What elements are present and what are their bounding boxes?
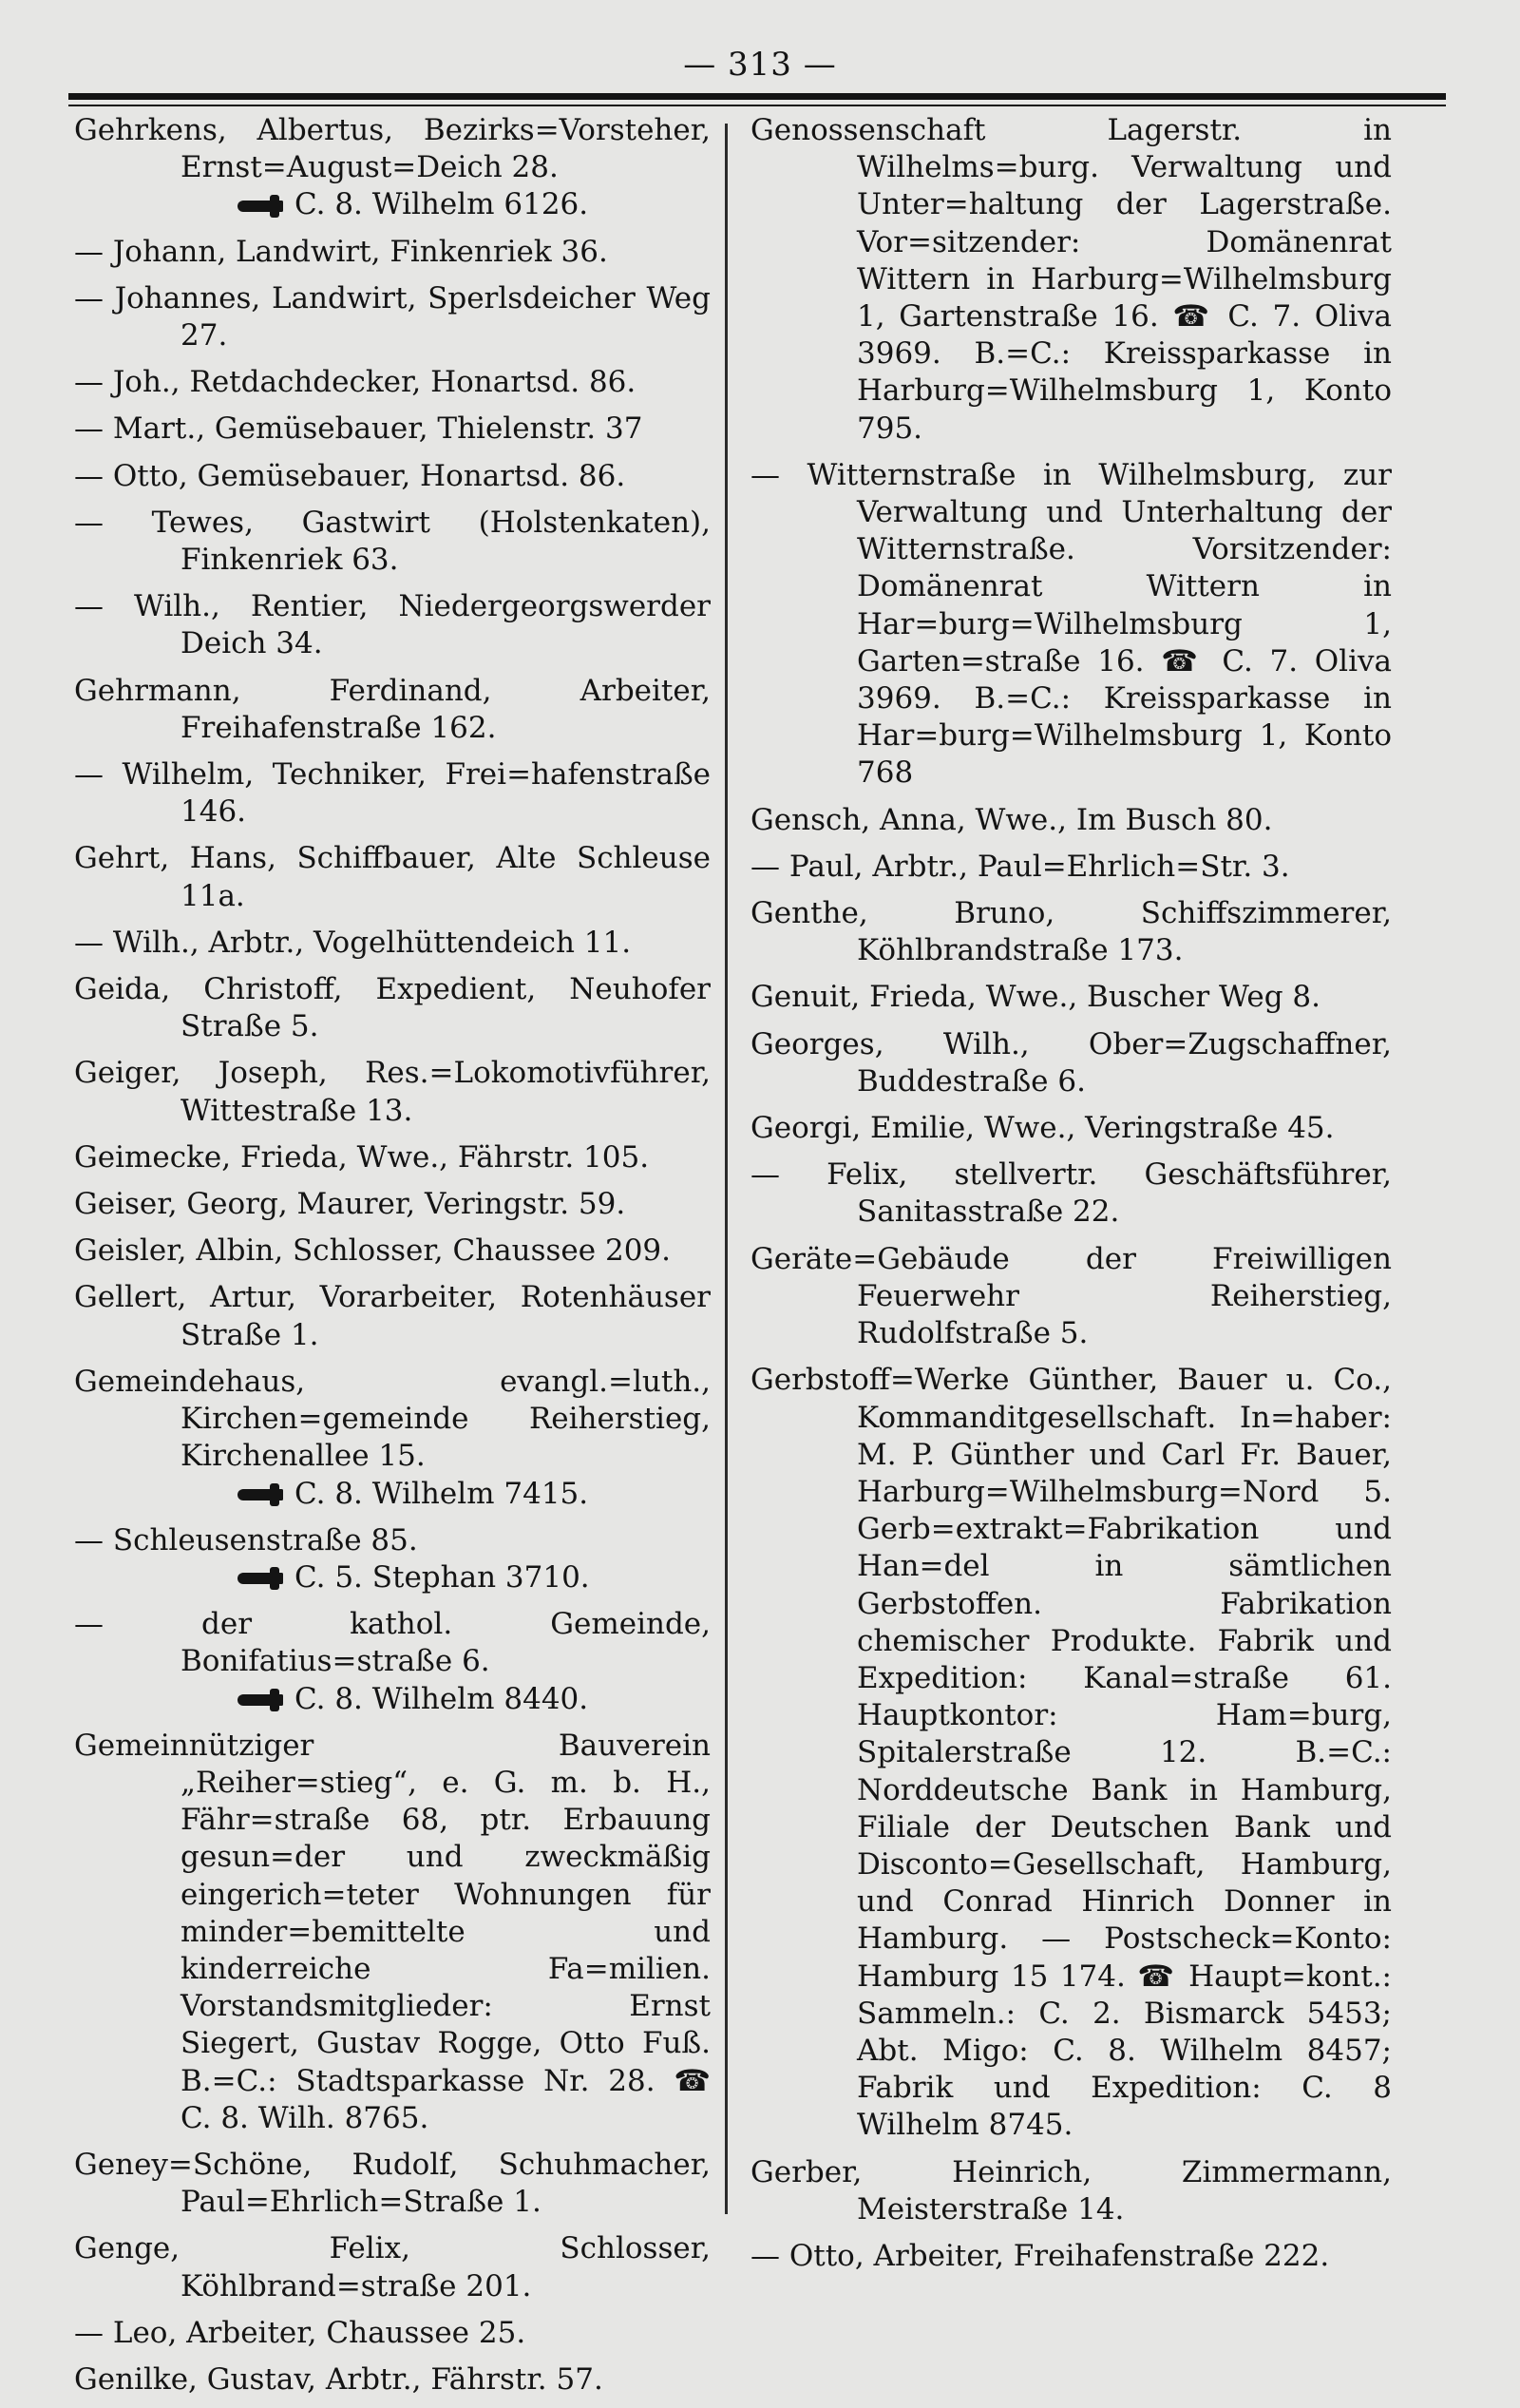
entry-text: Gehrkens, Albertus, Bezirks=Vorsteher, Ernst=August=Deich 28. bbox=[74, 113, 711, 185]
entry-text: Gensch, Anna, Wwe., Im Busch 80. bbox=[750, 802, 1273, 837]
entry-text: Geney=Schöne, Rudolf, Schuhmacher, Paul=Ehrlich=Straße 1. bbox=[74, 2147, 711, 2220]
page-number: — 313 — bbox=[683, 46, 837, 84]
directory-entry bbox=[750, 1156, 1392, 1231]
entry-text: Gemeindehaus, evangl.=luth., Kirchen=gemeinde Reiherstieg, Kirchenallee 15. bbox=[74, 1364, 711, 1474]
phone-line bbox=[238, 1681, 711, 1718]
directory-entry bbox=[74, 1364, 711, 1513]
directory-entry bbox=[750, 1241, 1392, 1353]
directory-entry bbox=[74, 280, 711, 354]
directory-entry bbox=[74, 234, 711, 271]
entry-text: Genge, Felix, Schlosser, Köhlbrand=straße 201. bbox=[74, 2231, 711, 2303]
directory-entry bbox=[74, 2147, 711, 2221]
directory-entry bbox=[750, 2154, 1392, 2228]
entry-text: — Felix, stellvertr. Geschäftsführer, Sanitasstraße 22. bbox=[750, 1157, 1392, 1230]
directory-entry bbox=[74, 673, 711, 747]
entry-text: Gehrmann, Ferdinand, Arbeiter, Freihafenstraße 162. bbox=[74, 673, 711, 745]
entry-text: Geimecke, Frieda, Wwe., Fährstr. 105. bbox=[74, 1139, 650, 1175]
phone-line bbox=[238, 186, 711, 223]
header-rule-thick bbox=[68, 93, 1446, 100]
phone-number: C. 5. Stephan 3710. bbox=[294, 1559, 590, 1595]
left-column bbox=[74, 112, 711, 2408]
phone-number: C. 8. Wilhelm 7415. bbox=[294, 1476, 589, 1511]
entry-text: — Mart., Gemüsebauer, Thielenstr. 37 bbox=[74, 411, 643, 447]
entry-text: — Wilh., Rentier, Niedergeorgswerder Deich 34. bbox=[74, 589, 711, 661]
directory-entry bbox=[750, 2238, 1392, 2275]
entry-text: — Wilh., Arbtr., Vogelhüttendeich 11. bbox=[74, 925, 632, 960]
directory-entry bbox=[750, 457, 1392, 793]
directory-entry bbox=[74, 1055, 711, 1129]
entry-text: Gemeinnütziger Bauverein „Reiher=stieg“, e. G. m. b. H., Fähr=straße 68, ptr. Erbauung gesun=der und zweckmäßig eingerich=teter Wohnungen für minder=bemittelte und kinderreiche Fa=milien. Vorstandsmitglieder: Ernst Siegert, Gustav Rogge, Otto Fuß. B.=C.: Stadtsparkasse Nr. 28. ☎ C. 8. Wilh. 8765. bbox=[74, 1728, 711, 2135]
directory-entry bbox=[74, 411, 711, 448]
phone-line bbox=[238, 1559, 711, 1596]
entry-text: — Witternstraße in Wilhelmsburg, zur Verwaltung und Unterhaltung der Witternstraße. Vorsitzender: Domänenrat Wittern in Har=burg=Wilhelmsburg 1, Garten=straße 16. ☎ C. 7. Oliva 3969. B.=C.: Kreissparkasse in Har=burg=Wilhelmsburg 1, Konto 768 bbox=[750, 457, 1392, 791]
entry-text: Genthe, Bruno, Schiffszimmerer, Köhlbrandstraße 173. bbox=[750, 896, 1392, 968]
entry-text: Gellert, Artur, Vorarbeiter, Rotenhäuser Straße 1. bbox=[74, 1280, 711, 1352]
directory-entry bbox=[74, 1233, 711, 1270]
directory-entry bbox=[750, 112, 1392, 448]
entry-text: — Wilhelm, Techniker, Frei=hafenstraße 146. bbox=[74, 757, 711, 830]
directory-entry bbox=[74, 588, 711, 662]
directory-entry bbox=[750, 895, 1392, 969]
directory-entry bbox=[74, 1186, 711, 1223]
telephone-icon bbox=[238, 1570, 285, 1587]
entry-text: — Joh., Retdachdecker, Honartsd. 86. bbox=[74, 365, 636, 400]
entry-text: Georges, Wilh., Ober=Zugschaffner, Buddestraße 6. bbox=[750, 1026, 1392, 1099]
directory-entry bbox=[74, 840, 711, 914]
entry-text: Genuit, Frieda, Wwe., Buscher Weg 8. bbox=[750, 980, 1321, 1015]
directory-entry bbox=[74, 2361, 711, 2398]
header-rule-thin bbox=[68, 105, 1446, 106]
telephone-icon bbox=[238, 198, 285, 215]
column-divider bbox=[725, 124, 728, 2214]
directory-entry bbox=[74, 1522, 711, 1596]
phone-number: C. 8. Wilhelm 8440. bbox=[294, 1681, 589, 1716]
entry-text: Gerbstoff=Werke Günther, Bauer u. Co., Kommanditgesellschaft. In=haber: M. P. Günther und Carl Fr. Bauer, Harburg=Wilhelmsburg=Nord 5. Gerb=extrakt=Fabrikation und Han=del in sämtlichen Gerbstoffen. Fabrikation chemischer Produkte. Fabrik und Expedition: Kanal=straße 61. Hauptkontor: Ham=burg, Spitalerstraße 12. B.=C.: Norddeutsche Bank in Hamburg, Filiale der Deutschen Bank und Disconto=Gesellschaft, Hamburg, und Conrad Hinrich Donner in Hamburg. — Postscheck=Konto: Hamburg 15 174. ☎ Haupt=kont.: Sammeln.: C. 2. Bismarck 5453; Abt. Migo: C. 8. Wilhelm 8457; Fabrik und Expedition: C. 8 Wilhelm 8745. bbox=[750, 1363, 1392, 2143]
directory-entry bbox=[74, 112, 711, 224]
directory-entry bbox=[74, 1728, 711, 2137]
right-column bbox=[750, 112, 1392, 2284]
entry-text: — Johann, Landwirt, Finkenriek 36. bbox=[74, 234, 608, 269]
directory-entry bbox=[750, 1110, 1392, 1147]
entry-text: Geiger, Joseph, Res.=Lokomotivführer, Wittestraße 13. bbox=[74, 1056, 711, 1128]
entry-text: Geräte=Gebäude der Freiwilligen Feuerwehr Reiherstieg, Rudolfstraße 5. bbox=[750, 1241, 1392, 1351]
directory-entry bbox=[750, 1362, 1392, 2144]
entry-text: — Schleusenstraße 85. bbox=[74, 1522, 418, 1558]
directory-entry bbox=[74, 971, 711, 1045]
directory-entry bbox=[74, 2230, 711, 2304]
entry-text: — Leo, Arbeiter, Chaussee 25. bbox=[74, 2315, 526, 2350]
entry-text: — Otto, Arbeiter, Freihafenstraße 222. bbox=[750, 2238, 1330, 2273]
directory-entry bbox=[74, 1606, 711, 1718]
directory-entry bbox=[74, 925, 711, 962]
telephone-icon bbox=[238, 1691, 285, 1709]
directory-entry bbox=[74, 458, 711, 495]
directory-entry bbox=[74, 1279, 711, 1353]
directory-entry bbox=[74, 364, 711, 401]
phone-number: C. 8. Wilhelm 6126. bbox=[294, 187, 589, 222]
entry-text: Geida, Christoff, Expedient, Neuhofer Straße 5. bbox=[74, 972, 711, 1044]
directory-entry bbox=[750, 1026, 1392, 1100]
directory-entry bbox=[74, 505, 711, 579]
entry-text: Genilke, Gustav, Arbtr., Fährstr. 57. bbox=[74, 2361, 603, 2397]
directory-entry bbox=[750, 802, 1392, 839]
entry-text: Gerber, Heinrich, Zimmermann, Meisterstraße 14. bbox=[750, 2154, 1392, 2226]
directory-entry bbox=[74, 1139, 711, 1176]
entry-text: Gehrt, Hans, Schiffbauer, Alte Schleuse 11a. bbox=[74, 841, 711, 913]
entry-text: — Tewes, Gastwirt (Holstenkaten), Finkenriek 63. bbox=[74, 505, 711, 578]
entry-text: — der kathol. Gemeinde, Bonifatius=straße 6. bbox=[74, 1607, 711, 1679]
phone-line bbox=[238, 1476, 711, 1513]
entry-text: Genossenschaft Lagerstr. in Wilhelms=burg. Verwaltung und Unter=haltung der Lagerstraße. Vor=sitzender: Domänenrat Wittern in Harburg=Wilhelmsburg 1, Gartenstraße 16. ☎ C. 7. Oliva 3969. B.=C.: Kreissparkasse in Harburg=Wilhelmsburg 1, Konto 795. bbox=[750, 113, 1392, 446]
directory-entry bbox=[750, 849, 1392, 886]
entry-text: Georgi, Emilie, Wwe., Veringstraße 45. bbox=[750, 1111, 1335, 1146]
directory-entry bbox=[750, 979, 1392, 1016]
entry-text: — Paul, Arbtr., Paul=Ehrlich=Str. 3. bbox=[750, 849, 1290, 884]
entry-text: — Otto, Gemüsebauer, Honartsd. 86. bbox=[74, 458, 626, 493]
directory-entry bbox=[74, 756, 711, 831]
entry-text: — Johannes, Landwirt, Sperlsdeicher Weg 27. bbox=[74, 280, 711, 354]
directory-entry bbox=[74, 2315, 711, 2352]
telephone-icon bbox=[238, 1486, 285, 1503]
entry-text: Geiser, Georg, Maurer, Veringstr. 59. bbox=[74, 1187, 626, 1222]
entry-text: Geisler, Albin, Schlosser, Chaussee 209. bbox=[74, 1233, 671, 1269]
